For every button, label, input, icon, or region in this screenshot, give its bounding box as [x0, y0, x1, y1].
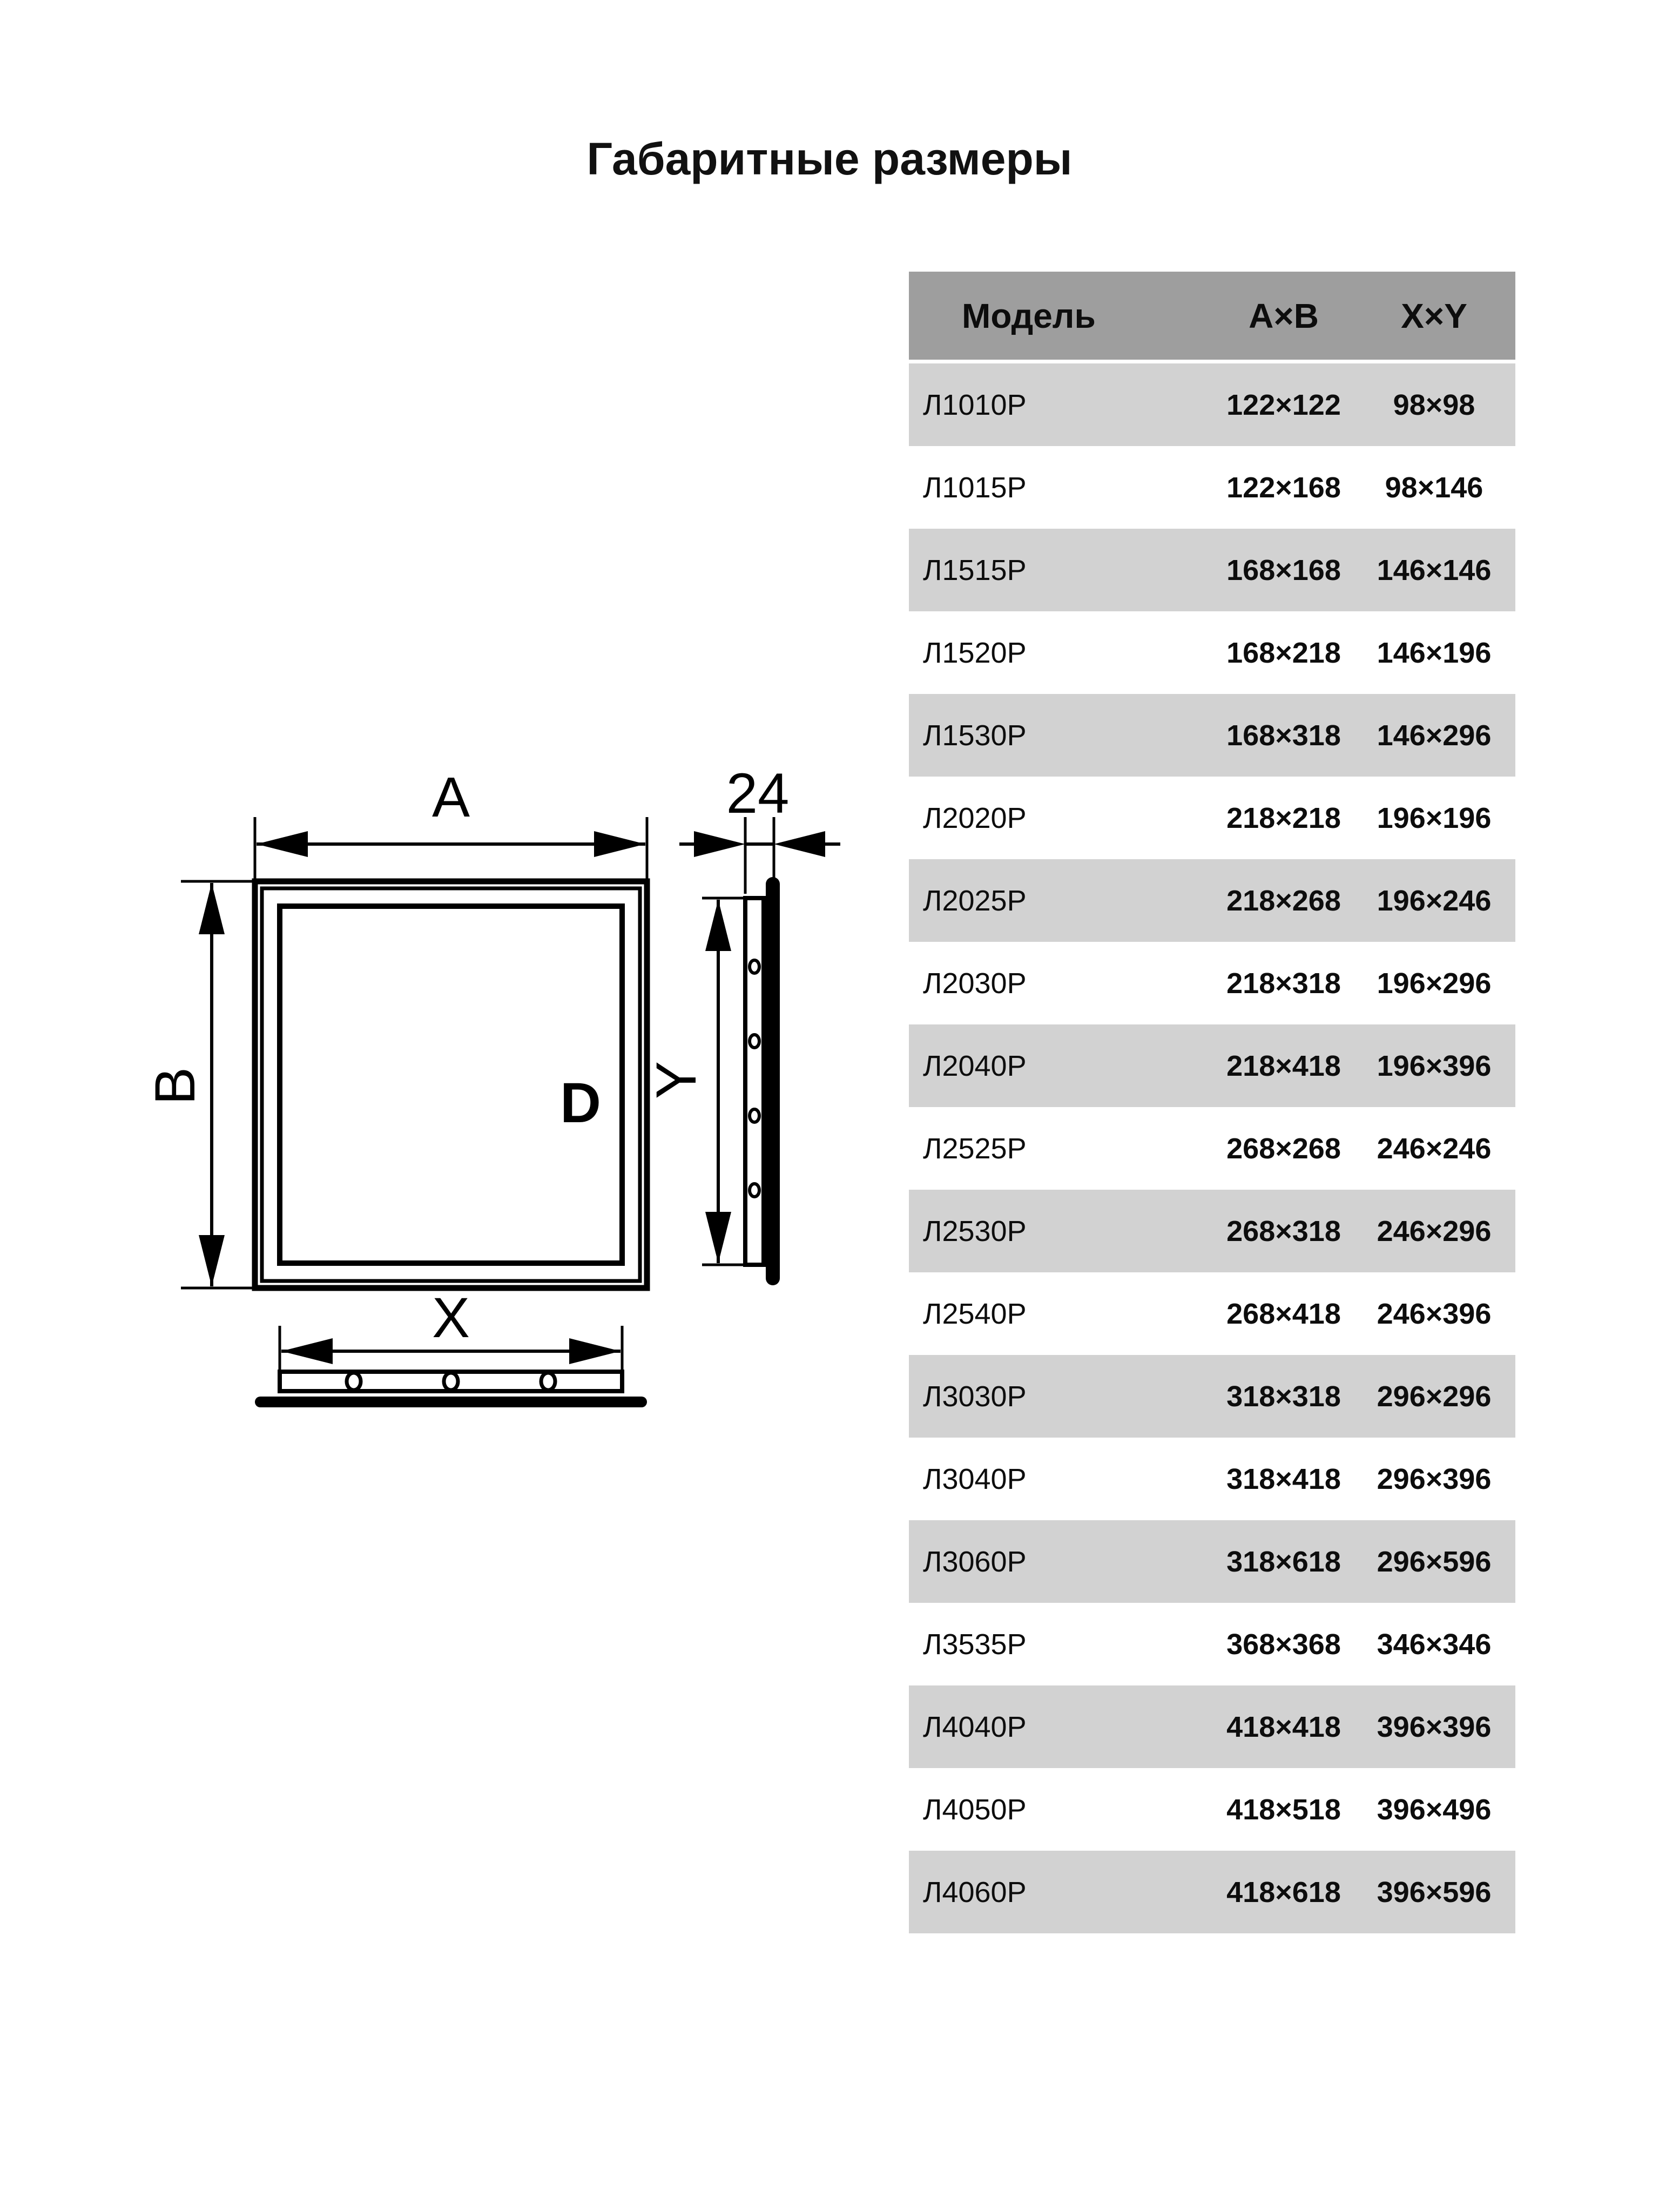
dimension-b: [144, 881, 252, 1288]
dimension-y: [645, 898, 744, 1265]
mount-hole: [444, 1373, 458, 1390]
ab-cell: 318×318: [1226, 1380, 1341, 1413]
table-row: [909, 1107, 1515, 1190]
table-row: [909, 1851, 1515, 1933]
table-row: [909, 1438, 1515, 1520]
table-row: [909, 1603, 1515, 1685]
table-row: [909, 1190, 1515, 1272]
mount-hole: [750, 1109, 759, 1122]
xy-cell: 196×196: [1377, 801, 1492, 834]
model-cell: Л2525Р: [923, 1132, 1027, 1165]
handle-icon: D: [560, 1071, 601, 1135]
table-row: [909, 942, 1515, 1024]
mount-hole: [541, 1373, 555, 1390]
table-header-row: [909, 272, 1515, 360]
model-cell: Л3040Р: [923, 1462, 1027, 1495]
xy-cell: 196×246: [1377, 884, 1492, 917]
depth-label: 24: [726, 762, 790, 825]
ab-cell: 418×618: [1226, 1876, 1341, 1908]
ab-cell: 318×418: [1226, 1462, 1341, 1495]
bottom-view: [260, 1372, 642, 1402]
ab-cell: 218×268: [1226, 884, 1341, 917]
ab-cell: 268×418: [1226, 1297, 1341, 1330]
dimension-a: [255, 766, 647, 880]
ab-cell: 122×122: [1226, 388, 1341, 421]
dimension-depth: [679, 762, 840, 894]
table-rows: [909, 363, 1515, 1933]
ab-cell: 168×218: [1226, 636, 1341, 669]
dimension-x: [280, 1286, 622, 1372]
mount-hole: [750, 1184, 759, 1197]
ab-cell: 168×318: [1226, 719, 1341, 752]
table-row: [909, 1768, 1515, 1851]
xy-cell: 98×146: [1385, 471, 1483, 504]
model-cell: Л2540Р: [923, 1297, 1027, 1330]
column-header-ab: A×B: [1249, 296, 1319, 335]
xy-cell: 196×396: [1377, 1049, 1492, 1082]
mount-hole: [750, 960, 759, 973]
model-cell: Л1515Р: [923, 554, 1027, 586]
side-strip: [745, 898, 764, 1265]
ab-cell: 268×318: [1226, 1215, 1341, 1247]
table-row: [909, 1685, 1515, 1768]
table-row: [909, 859, 1515, 942]
mount-hole: [750, 1035, 759, 1048]
xy-cell: 246×396: [1377, 1297, 1492, 1330]
table-row: [909, 363, 1515, 446]
table-row: [909, 694, 1515, 777]
model-cell: Л2020Р: [923, 801, 1027, 834]
xy-cell: 296×296: [1377, 1380, 1492, 1413]
xy-cell: 246×296: [1377, 1215, 1492, 1247]
height-label: B: [144, 1067, 207, 1105]
ab-cell: 218×318: [1226, 967, 1341, 1000]
ab-cell: 268×268: [1226, 1132, 1341, 1165]
table-row: [909, 611, 1515, 694]
model-cell: Л1010Р: [923, 388, 1027, 421]
column-header-xy: X×Y: [1401, 296, 1467, 335]
table-row: [909, 1024, 1515, 1107]
ab-cell: 168×168: [1226, 554, 1341, 586]
xy-cell: 246×246: [1377, 1132, 1492, 1165]
table-row: [909, 777, 1515, 859]
cutout-width-label: X: [431, 1286, 470, 1350]
xy-cell: 146×146: [1377, 554, 1492, 586]
dimensions-table: [909, 272, 1515, 1933]
ab-cell: 218×218: [1226, 801, 1341, 834]
ab-cell: 418×418: [1226, 1710, 1341, 1743]
ab-cell: 218×418: [1226, 1049, 1341, 1082]
xy-cell: 146×296: [1377, 719, 1492, 752]
cutout-height-label: Y: [645, 1061, 708, 1100]
model-cell: Л1520Р: [923, 636, 1027, 669]
table-row: [909, 446, 1515, 529]
xy-cell: 146×196: [1377, 636, 1492, 669]
xy-cell: 196×296: [1377, 967, 1492, 1000]
model-cell: Л4040Р: [923, 1710, 1027, 1743]
table-row: [909, 1520, 1515, 1603]
front-view: [255, 881, 647, 1288]
model-cell: Л2530Р: [923, 1215, 1027, 1247]
model-cell: Л3030Р: [923, 1380, 1027, 1413]
page-title: Габаритные размеры: [586, 133, 1073, 184]
xy-cell: 396×596: [1377, 1876, 1492, 1908]
model-cell: Л4060Р: [923, 1876, 1027, 1908]
xy-cell: 296×396: [1377, 1462, 1492, 1495]
xy-cell: 98×98: [1393, 388, 1475, 421]
xy-cell: 396×396: [1377, 1710, 1492, 1743]
column-header-model: Модель: [962, 296, 1096, 335]
xy-cell: 396×496: [1377, 1793, 1492, 1826]
ab-cell: 318×618: [1226, 1545, 1341, 1578]
xy-cell: 346×346: [1377, 1628, 1492, 1661]
model-cell: Л3535Р: [923, 1628, 1027, 1661]
model-cell: Л1530Р: [923, 719, 1027, 752]
ab-cell: 418×518: [1226, 1793, 1341, 1826]
model-cell: Л1015Р: [923, 471, 1027, 504]
xy-cell: 296×596: [1377, 1545, 1492, 1578]
model-cell: Л2025Р: [923, 884, 1027, 917]
table-row: [909, 1272, 1515, 1355]
table-row: [909, 1355, 1515, 1438]
model-cell: Л2040Р: [923, 1049, 1027, 1082]
table-row: [909, 529, 1515, 611]
model-cell: Л2030Р: [923, 967, 1027, 1000]
side-view: [745, 884, 773, 1278]
model-cell: Л4050Р: [923, 1793, 1027, 1826]
ab-cell: 368×368: [1226, 1628, 1341, 1661]
mount-hole: [347, 1373, 361, 1390]
width-label: A: [431, 766, 470, 829]
model-cell: Л3060Р: [923, 1545, 1027, 1578]
ab-cell: 122×168: [1226, 471, 1341, 504]
